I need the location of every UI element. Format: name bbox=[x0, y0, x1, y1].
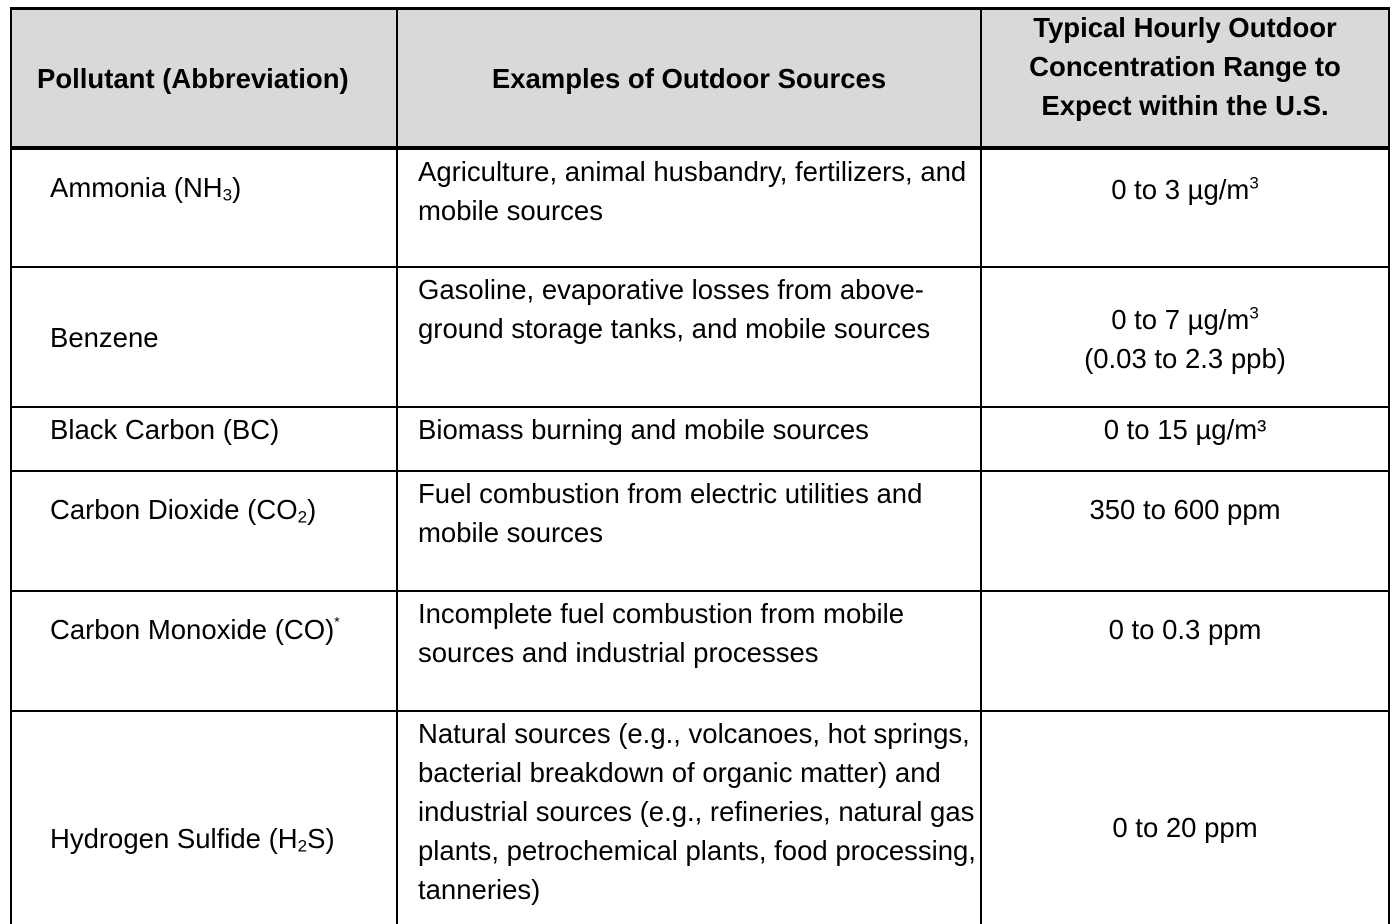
document-page bbox=[10, 7, 1388, 924]
header-line: Expect within the U.S. bbox=[1041, 90, 1329, 121]
pollutant-name: Ammonia (NH bbox=[50, 172, 223, 203]
range-value: 0 to 20 ppm bbox=[1112, 812, 1258, 843]
table-row bbox=[11, 407, 1389, 471]
pollutant-subscript: 3 bbox=[222, 185, 233, 205]
header-line: Typical Hourly Outdoor bbox=[1033, 12, 1337, 43]
pollutant-name: Black Carbon (BC) bbox=[50, 414, 280, 445]
range-value: 0 to 3 µg/m bbox=[1111, 174, 1250, 205]
sources-text: Agriculture, animal husbandry, fertilizers, and mobile sources bbox=[418, 156, 967, 226]
range-value-alt: (0.03 to 2.3 ppb) bbox=[1084, 343, 1286, 374]
pollutant-name: Carbon Dioxide (CO bbox=[50, 494, 298, 525]
pollutant-cell bbox=[11, 471, 397, 591]
pollutant-name: Benzene bbox=[50, 321, 159, 353]
sources-cell bbox=[397, 591, 981, 711]
table-header-row bbox=[11, 9, 1389, 149]
range-value: 0 to 15 µg/m³ bbox=[1103, 414, 1267, 445]
table-row bbox=[11, 471, 1389, 591]
range-value: 350 to 600 ppm bbox=[1089, 494, 1281, 525]
range-superscript: 3 bbox=[1249, 173, 1259, 193]
pollutant-name: Carbon Monoxide (CO) bbox=[50, 614, 335, 645]
range-cell bbox=[981, 591, 1389, 711]
sources-text: Fuel combustion from electric utilities and mobile sources bbox=[418, 478, 923, 548]
header-line: Concentration Range to bbox=[1029, 51, 1341, 82]
pollutant-cell bbox=[11, 148, 397, 267]
header-concentration-range bbox=[981, 9, 1389, 149]
pollutant-cell bbox=[11, 711, 397, 924]
header-sources: Examples of Outdoor Sources bbox=[397, 9, 981, 149]
table-row bbox=[11, 267, 1389, 407]
table-row bbox=[11, 591, 1389, 711]
sources-cell bbox=[397, 471, 981, 591]
sources-text: Incomplete fuel combustion from mobile sources and industrial processes bbox=[418, 598, 905, 668]
sources-text: Biomass burning and mobile sources bbox=[418, 414, 869, 445]
pollutant-cell bbox=[11, 267, 397, 407]
pollutant-subscript: 2 bbox=[297, 836, 308, 856]
pollutant-cell bbox=[11, 591, 397, 711]
sources-cell bbox=[397, 148, 981, 267]
pollutant-tail: S) bbox=[307, 823, 335, 854]
range-value: 0 to 7 µg/m bbox=[1111, 304, 1250, 335]
sources-cell bbox=[397, 407, 981, 471]
pollutant-name: Hydrogen Sulfide (H bbox=[50, 823, 298, 854]
sources-cell bbox=[397, 711, 981, 924]
table-row bbox=[11, 711, 1389, 924]
sources-text: Natural sources (e.g., volcanoes, hot springs, bacterial breakdown of organic matter) and industrial sources (e.g., refineries, natural gas plants, petrochemical plants, food processing, tanneries) bbox=[418, 718, 976, 905]
pollutant-tail: ) bbox=[232, 172, 242, 203]
table-row bbox=[11, 148, 1389, 267]
range-cell bbox=[981, 471, 1389, 591]
pollutant-table bbox=[10, 7, 1390, 924]
range-cell bbox=[981, 407, 1389, 471]
range-superscript: 3 bbox=[1249, 303, 1259, 323]
footnote-marker: * bbox=[334, 614, 340, 630]
header-pollutant: Pollutant (Abbreviation) bbox=[11, 9, 397, 149]
pollutant-cell bbox=[11, 407, 397, 471]
range-cell bbox=[981, 148, 1389, 267]
sources-cell bbox=[397, 267, 981, 407]
pollutant-subscript: 2 bbox=[297, 507, 308, 527]
range-cell bbox=[981, 711, 1389, 924]
range-value: 0 to 0.3 ppm bbox=[1108, 614, 1262, 645]
range-cell bbox=[981, 267, 1389, 407]
sources-text: Gasoline, evaporative losses from above-ground storage tanks, and mobile sources bbox=[418, 274, 931, 344]
pollutant-tail: ) bbox=[307, 494, 317, 525]
